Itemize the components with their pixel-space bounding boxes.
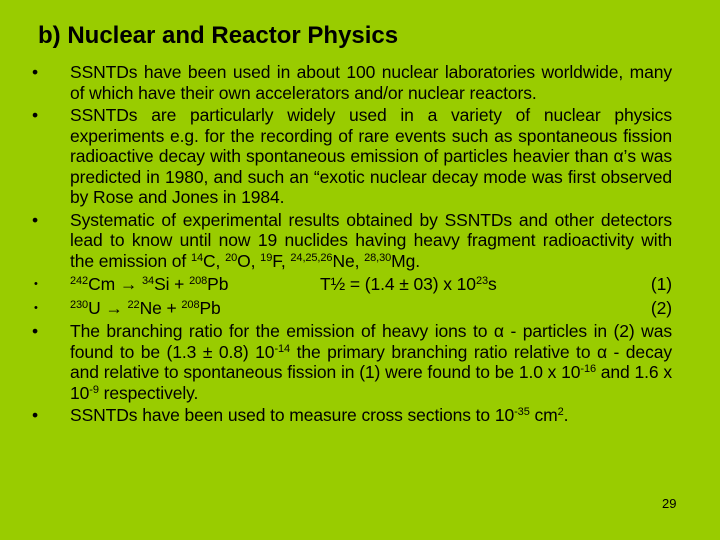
half-life-text: T½ = (1.4 ± 03) x 10 [320, 274, 476, 294]
bullet-text: the primary branching ratio relative to α - decay and relative to spontaneous fission in (1) were found to be 1.0 x 10 [70, 341, 672, 382]
element-symbol: Pb [199, 297, 221, 318]
mass-number: 230 [70, 298, 89, 311]
element-symbol: Si + [154, 274, 190, 294]
equation-number: (1) [650, 274, 672, 294]
element-symbol: Ne + [139, 297, 182, 318]
exponent: -14 [274, 342, 291, 355]
bullet-experiments [30, 105, 672, 208]
bullet-text: SSNTDs are particularly widely used in a variety of nuclear physics experiments e.g. for the recording of rare events such as spontaneous fission radioactive decay with spontaneous emission of particles heavier than α’s was predicted in 1980, and such an “exotic nuclear decay mode was first observed by Rose and Jones in 1984. [70, 105, 672, 207]
mass-number: 208 [189, 275, 208, 287]
mass-number: 24,25,26 [290, 251, 333, 264]
bullet-laboratories [30, 62, 672, 103]
bullet-text: and 1.6 x 10 [70, 362, 672, 403]
bullet-text: The branching ratio for the emission of heavy ions to α - particles in (2) was found to be (1.3 ± 0.8) 10 [70, 321, 672, 362]
bullet-equation-1 [30, 274, 672, 295]
equation-number: (2) [650, 297, 672, 318]
element-symbol: Pb [207, 274, 229, 294]
exponent: -16 [580, 363, 596, 375]
reaction-1 [70, 274, 320, 295]
bullet-systematics [30, 210, 672, 272]
mass-number: 28,30 [364, 251, 392, 264]
reaction-2 [70, 298, 320, 319]
exponent: -9 [89, 383, 99, 396]
mass-number: 22 [127, 298, 140, 311]
mass-number: 242 [70, 275, 89, 287]
element-symbol: Ne, [332, 250, 365, 271]
slide-title: b) Nuclear and Reactor Physics [38, 22, 399, 49]
bullet-branching-ratio [30, 321, 672, 403]
bullet-text: . [563, 405, 569, 425]
unit: s [488, 274, 497, 294]
exponent: -35 [514, 406, 530, 418]
element-symbol: O, [237, 250, 261, 271]
bullet-text: SSNTDs have been used in about 100 nuclear laboratories worldwide, many of which have their own accelerators and/or nuclear reactors. [70, 62, 672, 103]
exponent: 23 [475, 275, 488, 287]
mass-number: 19 [260, 251, 273, 264]
element-symbol: Cm → [88, 274, 143, 294]
exponent: 2 [557, 406, 564, 418]
bullet-cross-sections [30, 405, 672, 426]
half-life [320, 274, 642, 295]
mass-number: 34 [142, 275, 155, 287]
bullet-text: SSNTDs have been used to measure cross sections to 10 [70, 405, 515, 425]
bullet-list [30, 62, 672, 428]
element-symbol: F, [272, 250, 291, 271]
bullet-text: Systematic of experimental results obtained by SSNTDs and other detectors lead to know until now 19 nuclides having heavy fragment radioactivity with the emission of [70, 209, 672, 271]
mass-number: 14 [190, 251, 204, 264]
element-symbol: U → [88, 297, 128, 318]
bullet-text: cm [529, 405, 558, 425]
bullet-text: respectively. [98, 382, 199, 403]
mass-number: 208 [181, 298, 200, 311]
page-number: 29 [662, 496, 677, 511]
element-symbol: C, [203, 250, 226, 271]
element-symbol: Mg. [391, 250, 421, 271]
bullet-equation-2 [30, 298, 672, 319]
mass-number: 20 [225, 251, 238, 264]
